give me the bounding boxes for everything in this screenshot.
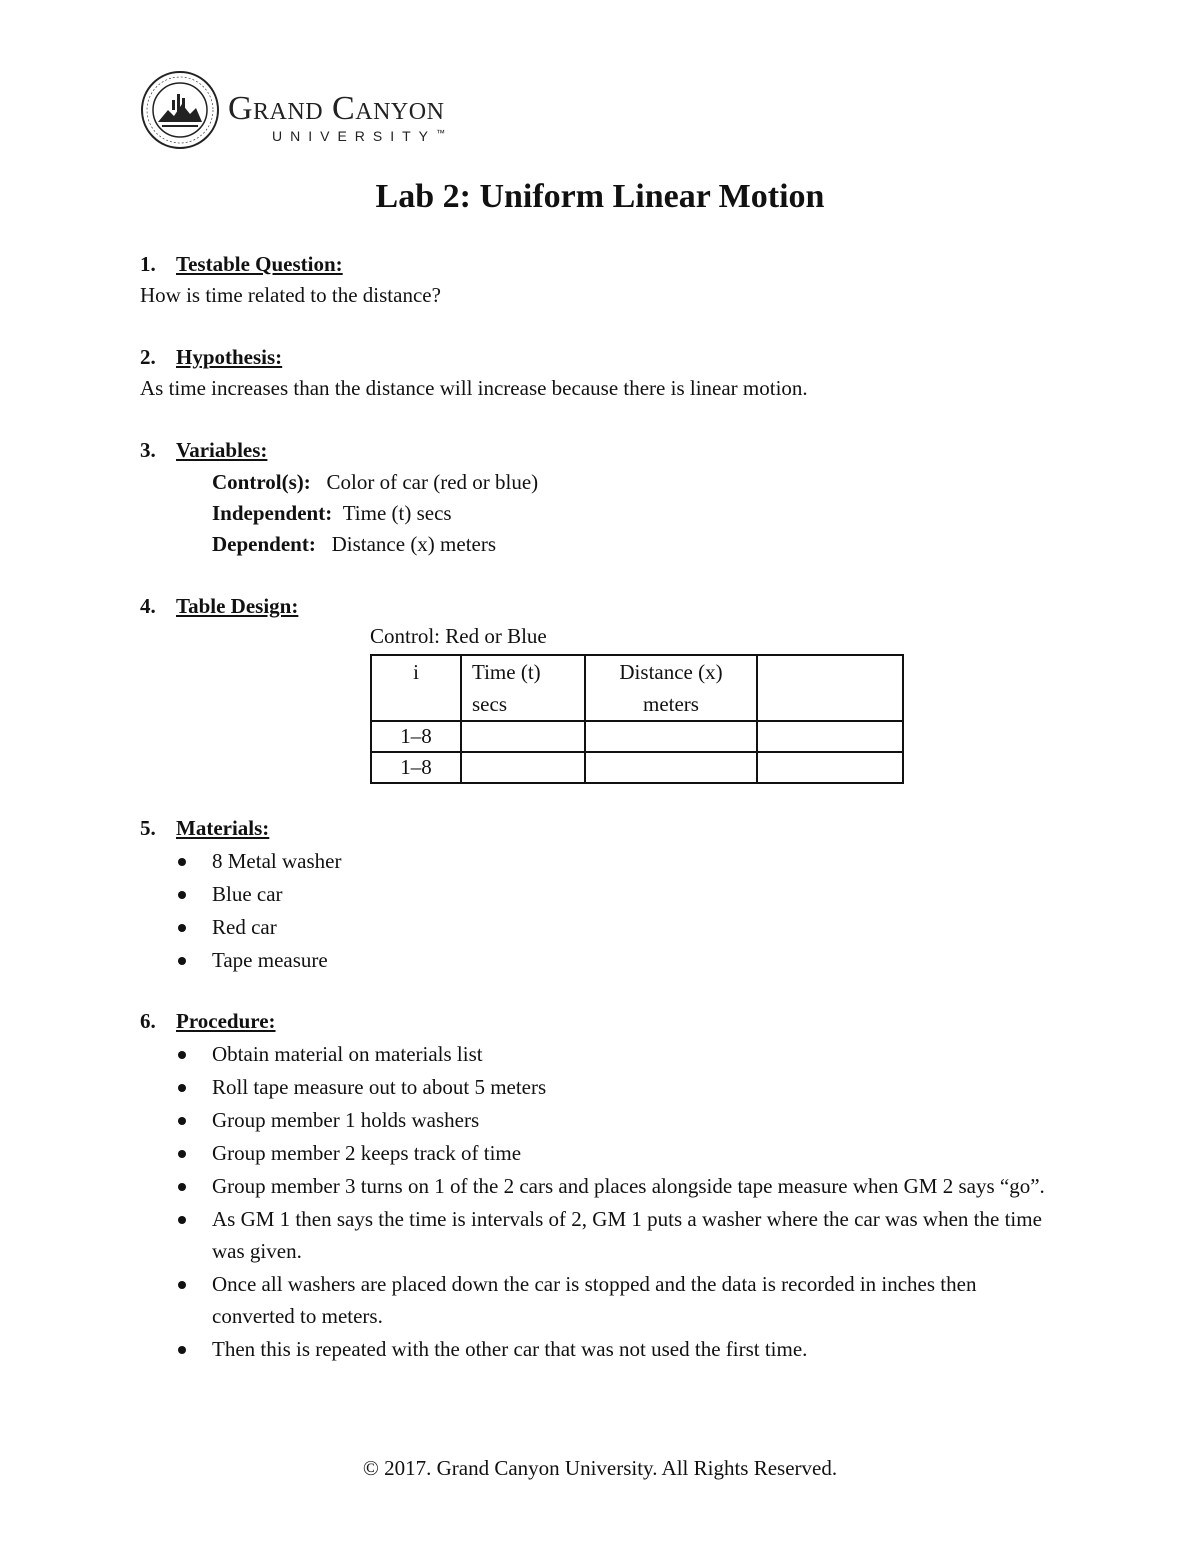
bullet-icon xyxy=(178,1117,186,1125)
section-label: Hypothesis: xyxy=(176,345,283,369)
section-heading-procedure xyxy=(140,1009,276,1034)
list-item: Obtain material on materials list xyxy=(172,1038,1052,1070)
trademark-symbol: ™ xyxy=(436,128,446,138)
table-cell xyxy=(461,721,585,752)
section-label: Testable Question: xyxy=(176,252,343,276)
list-item: Tape measure xyxy=(172,944,341,976)
table-header-cell xyxy=(757,655,903,721)
bullet-icon xyxy=(178,1150,186,1158)
list-item: Blue car xyxy=(172,878,341,910)
bullet-icon xyxy=(178,1216,186,1224)
variable-value: Time (t) secs xyxy=(342,501,452,525)
university-seal-icon xyxy=(140,70,220,150)
list-item: Group member 3 turns on 1 of the 2 cars and places alongside tape measure when GM 2 says “go”. xyxy=(172,1170,1052,1202)
table-cell xyxy=(461,752,585,783)
section-number: 1. xyxy=(140,252,156,276)
materials-list xyxy=(172,845,341,977)
bullet-icon xyxy=(178,1281,186,1289)
variable-control xyxy=(212,470,538,495)
section-heading-hypothesis xyxy=(140,345,282,370)
table-cell xyxy=(757,752,903,783)
table-header-row xyxy=(371,655,903,721)
wordmark-line1: Grand Canyon xyxy=(228,90,445,127)
data-table xyxy=(370,654,904,784)
list-item: As GM 1 then says the time is intervals of 2, GM 1 puts a washer where the car was when the time was given. xyxy=(172,1203,1052,1267)
table-row xyxy=(371,752,903,783)
list-item: Once all washers are placed down the car is stopped and the data is recorded in inches then converted to meters. xyxy=(172,1268,1052,1332)
copyright-footer: © 2017. Grand Canyon University. All Rights Reserved. xyxy=(362,1456,838,1480)
bullet-icon xyxy=(178,891,186,899)
table-header-cell: Time (t) secs xyxy=(461,655,585,721)
testable-question-text: How is time related to the distance? xyxy=(140,283,441,307)
variable-independent xyxy=(212,501,452,526)
table-cell: 1–8 xyxy=(371,721,461,752)
procedure-list xyxy=(172,1038,1052,1366)
table-cell xyxy=(757,721,903,752)
variable-key: Independent: xyxy=(212,501,333,525)
bullet-icon xyxy=(178,858,186,866)
section-number: 4. xyxy=(140,594,156,618)
list-item: Group member 2 keeps track of time xyxy=(172,1137,1052,1169)
variable-dependent xyxy=(212,532,496,557)
variable-key: Dependent: xyxy=(212,532,316,556)
variable-key: Control(s): xyxy=(212,470,311,494)
bullet-icon xyxy=(178,1051,186,1059)
wordmark-line2: UNIVERSITY xyxy=(272,128,437,144)
variable-value: Distance (x) meters xyxy=(331,532,497,556)
table-caption: Control: Red or Blue xyxy=(370,624,547,648)
section-number: 3. xyxy=(140,438,156,462)
section-label: Procedure: xyxy=(176,1009,276,1033)
list-item: Group member 1 holds washers xyxy=(172,1104,1052,1136)
section-label: Variables: xyxy=(176,438,268,462)
table-header-cell: Distance (x) meters xyxy=(585,655,757,721)
table-header-cell: i xyxy=(371,655,461,721)
bullet-icon xyxy=(178,924,186,932)
list-item: Roll tape measure out to about 5 meters xyxy=(172,1071,1052,1103)
section-number: 5. xyxy=(140,816,156,840)
variable-value: Color of car (red or blue) xyxy=(326,470,539,494)
table-cell xyxy=(585,752,757,783)
bullet-icon xyxy=(178,1183,186,1191)
section-heading-table-design xyxy=(140,594,298,619)
list-item: Red car xyxy=(172,911,341,943)
bullet-icon xyxy=(178,957,186,965)
page-title: Lab 2: Uniform Linear Motion xyxy=(375,178,825,215)
table-cell xyxy=(585,721,757,752)
section-heading-materials xyxy=(140,816,269,841)
section-number: 6. xyxy=(140,1009,156,1033)
university-wordmark xyxy=(228,92,445,144)
section-heading-variables xyxy=(140,438,267,463)
hypothesis-text: As time increases than the distance will increase because there is linear motion. xyxy=(140,376,808,400)
list-item: 8 Metal washer xyxy=(172,845,341,877)
table-cell: 1–8 xyxy=(371,752,461,783)
university-logo xyxy=(140,70,520,150)
list-item: Then this is repeated with the other car that was not used the first time. xyxy=(172,1333,1052,1365)
section-label: Materials: xyxy=(176,816,270,840)
bullet-icon xyxy=(178,1084,186,1092)
section-label: Table Design: xyxy=(176,594,299,618)
section-number: 2. xyxy=(140,345,156,369)
table-row xyxy=(371,721,903,752)
bullet-icon xyxy=(178,1346,186,1354)
section-heading-testable-question xyxy=(140,252,343,277)
